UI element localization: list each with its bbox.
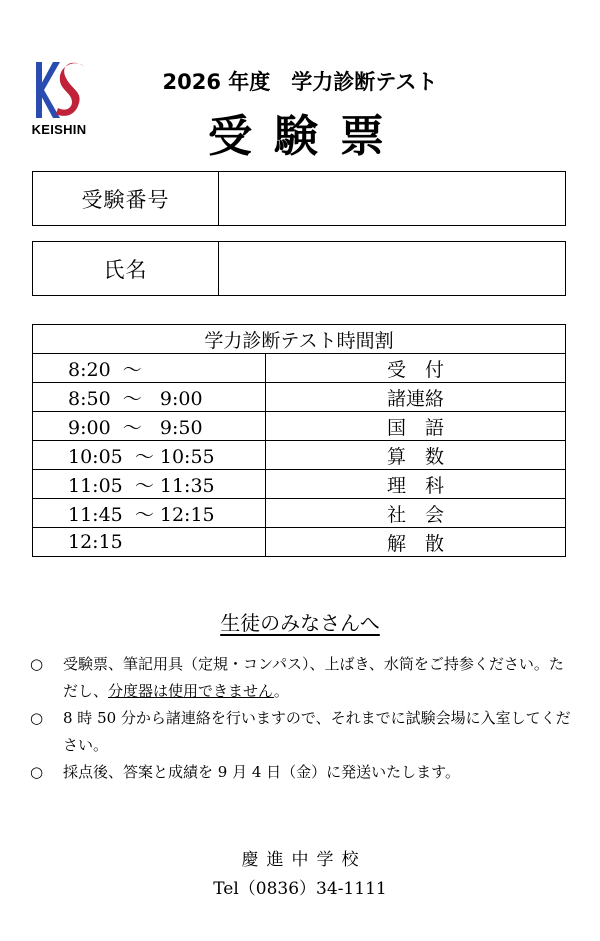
timetable — [32, 324, 566, 557]
list-item — [30, 651, 578, 705]
table-row — [33, 470, 566, 499]
table-row — [33, 441, 566, 470]
table-row — [33, 499, 566, 528]
notice-text: 。 — [273, 682, 289, 700]
school-name: 慶進中学校 — [241, 850, 367, 870]
notice-heading — [0, 607, 600, 636]
time-cell: 11:45 ～ 12:15 — [33, 499, 266, 528]
notice-underlined-text: 分度器は使用できません — [108, 682, 274, 700]
subject-cell: 解 散 — [266, 528, 566, 557]
time-cell: 8:50 ～ 9:00 — [33, 383, 266, 412]
exam-number-label: 受験番号 — [33, 172, 219, 225]
time-cell: 11:05 ～ 11:35 — [33, 470, 266, 499]
time-cell: 12:15 — [33, 528, 266, 557]
circle-bullet-icon: ○ — [30, 763, 44, 781]
notice-heading-text: 生徒のみなさんへ — [220, 611, 380, 635]
subject-cell: 理 科 — [266, 470, 566, 499]
notice-list — [30, 651, 578, 786]
subject-cell: 国 語 — [266, 412, 566, 441]
circle-bullet-icon: ○ — [30, 709, 44, 727]
subject-cell: 諸連絡 — [266, 383, 566, 412]
notice-text: 受験票、筆記用具（定規・コンパス）、上ばき、水筒をご持参ください。ただし、 — [63, 655, 564, 700]
list-item — [30, 705, 578, 759]
timetable-header-row — [33, 325, 566, 354]
time-cell: 8:20 ～ — [33, 354, 266, 383]
name-box — [32, 241, 566, 296]
name-label: 氏名 — [33, 242, 219, 295]
logo-text: KEISHIN — [31, 122, 87, 137]
exam-number-field[interactable] — [219, 172, 565, 225]
time-cell: 10:05 ～ 10:55 — [33, 441, 266, 470]
notice-text: 8 時 50 分から諸連絡を行いますので、それまでに試験会場に入室してください。 — [63, 709, 571, 754]
notice-text: 採点後、答案と成績を 9 月 4 日（金）に発送いたします。 — [63, 763, 460, 781]
table-row — [33, 412, 566, 441]
exam-number-box — [32, 171, 566, 226]
name-field[interactable] — [219, 242, 565, 295]
subject-cell: 社 会 — [266, 499, 566, 528]
page-title: 受験票 — [208, 111, 406, 162]
table-row — [33, 528, 566, 557]
school-tel: Tel（0836）34-1111 — [213, 879, 387, 899]
subject-cell: 受 付 — [266, 354, 566, 383]
time-cell: 9:00 ～ 9:50 — [33, 412, 266, 441]
year-title: 2026 年度 学力診断テスト — [162, 70, 438, 94]
table-row — [33, 354, 566, 383]
timetable-title: 学力診断テスト時間割 — [33, 325, 566, 354]
subject-cell: 算 数 — [266, 441, 566, 470]
circle-bullet-icon: ○ — [30, 655, 44, 673]
table-row — [33, 383, 566, 412]
list-item — [30, 759, 578, 786]
